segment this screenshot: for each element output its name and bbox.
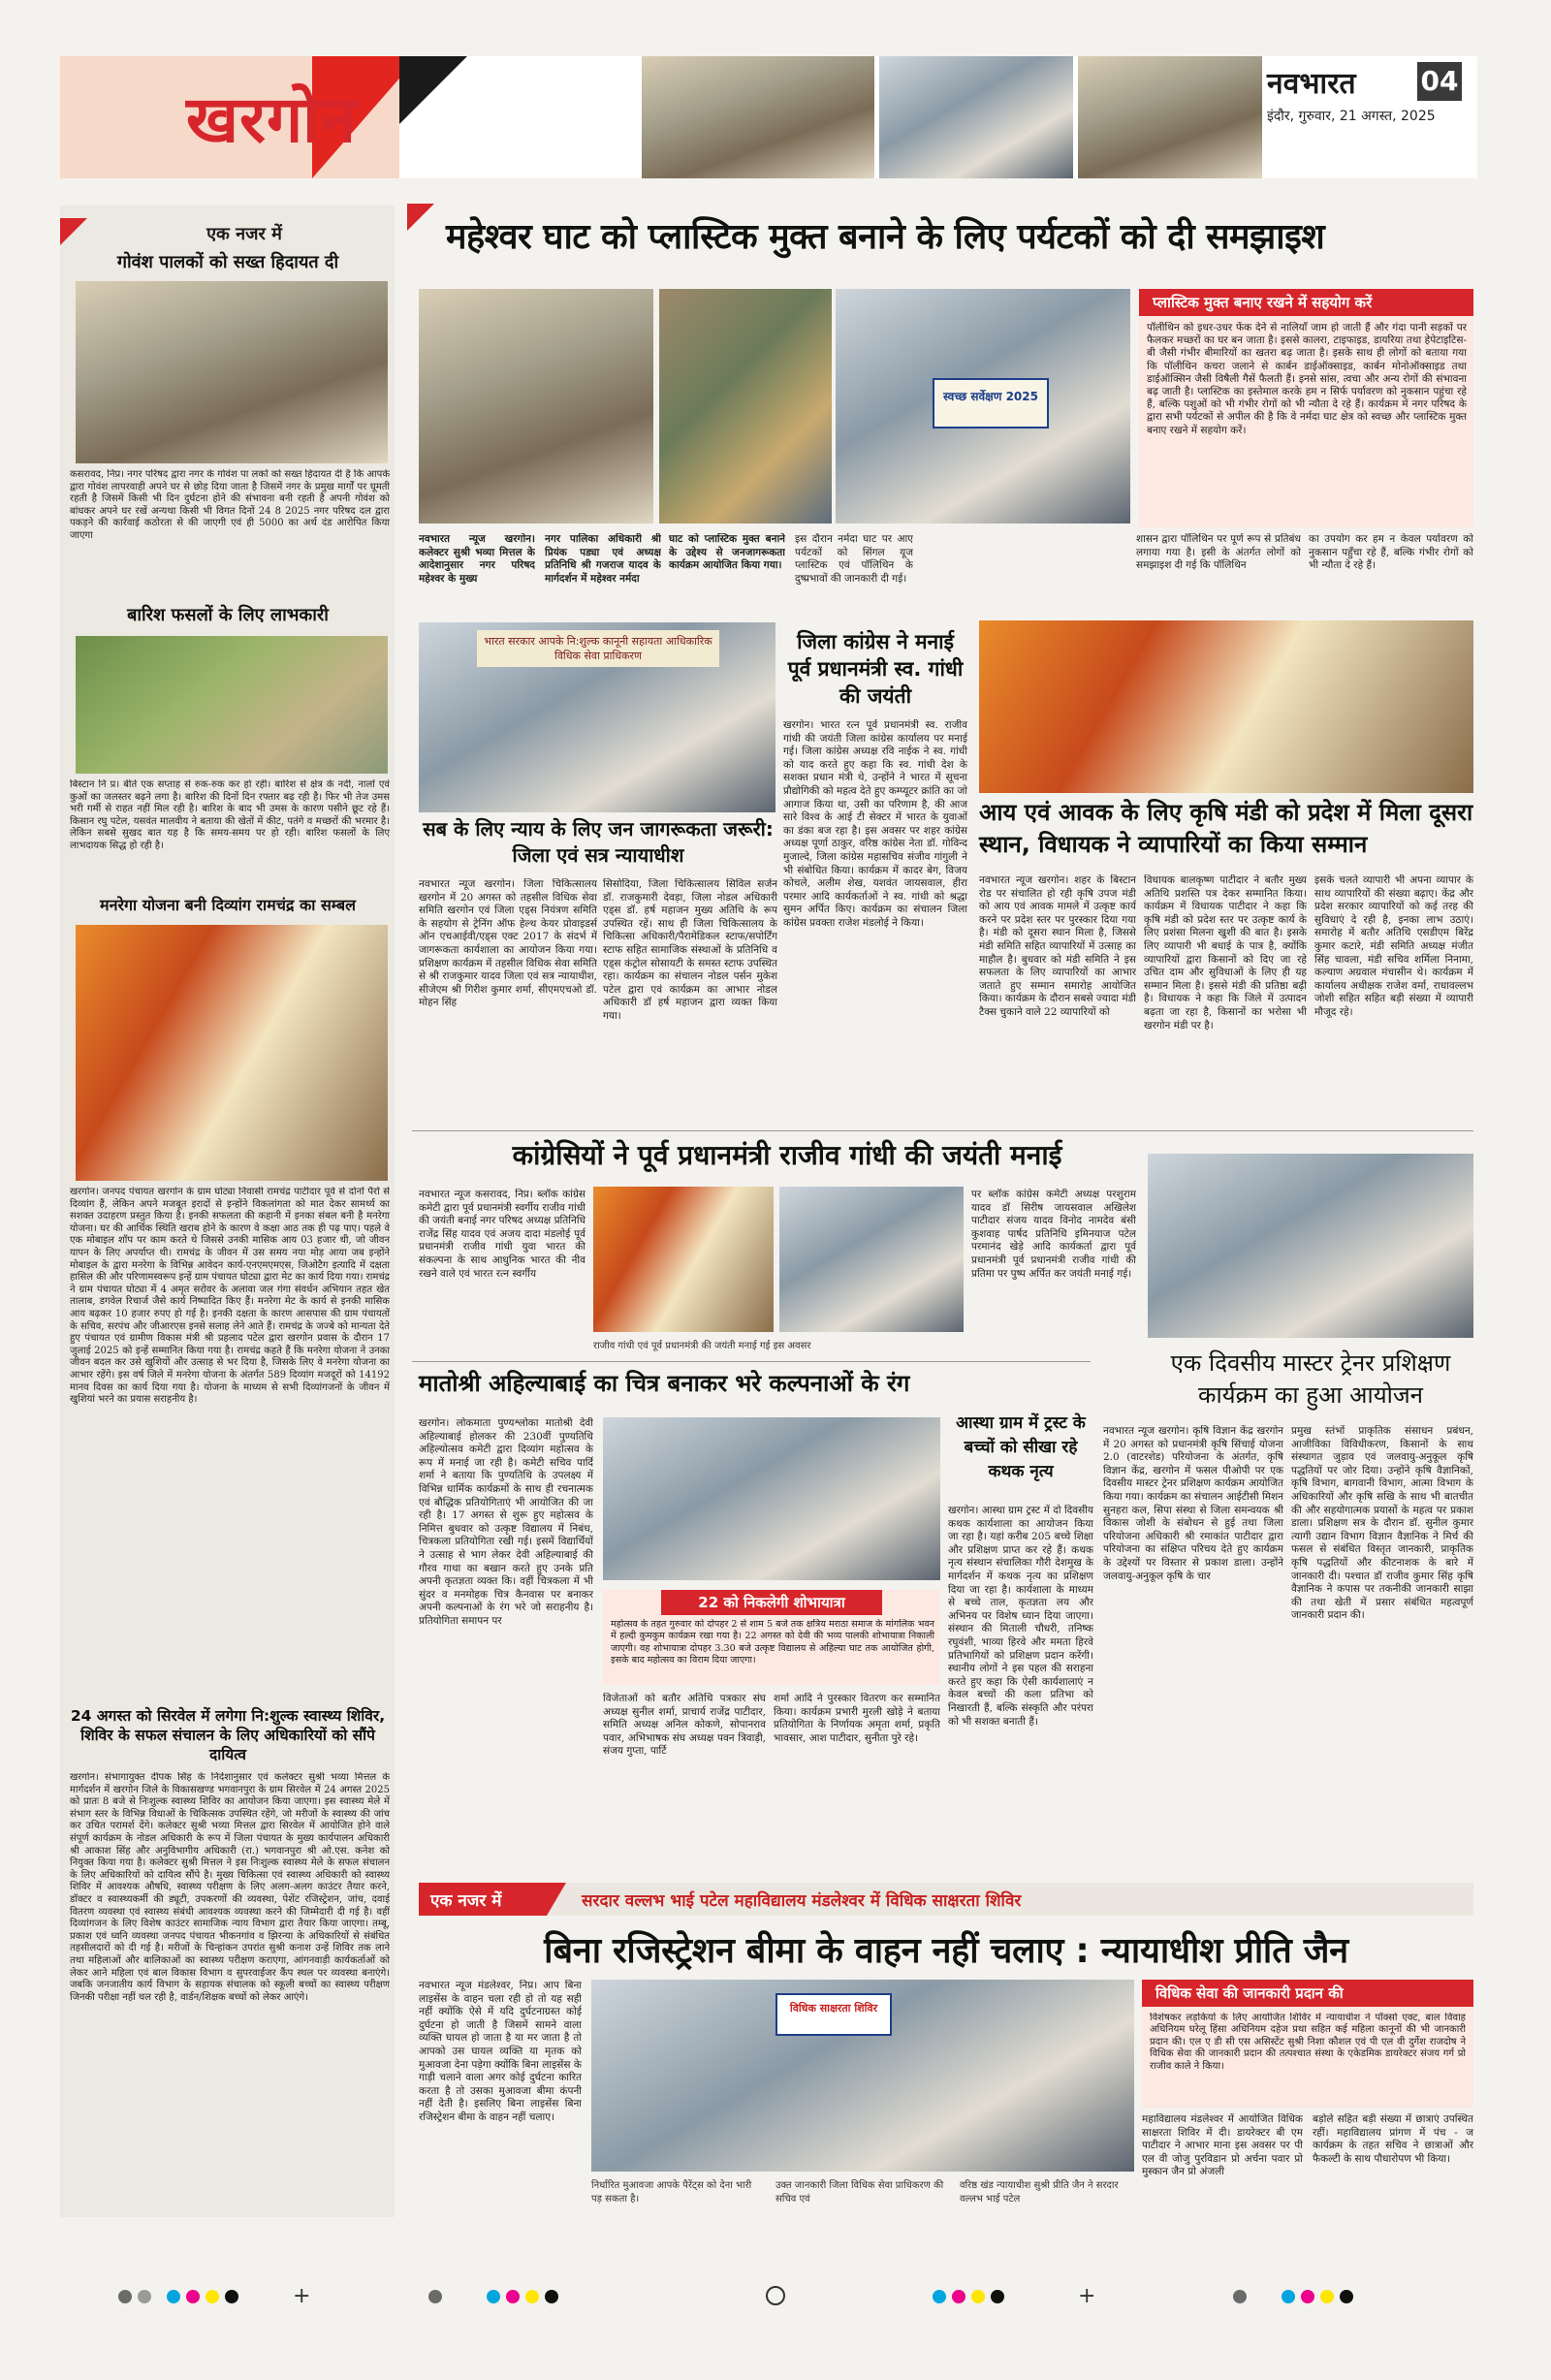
legal-headline: सब के लिए न्याय के लिए जन जागरूकता जरूरी: जिला एवं सत्र न्यायाधीश (423, 817, 774, 867)
legal-col1: नवभारत न्यूज खरगोन। जिला चिकित्सालय खरगोन में 20 अगस्त को तहसील विधिक सेवा समिति खरगोन एवं जिला एड्स नियंत्रण समिति के सहयोग से ट्रेनिंग ऑफ हेल्थ केयर प्रोवाइडर्स ऑन एचआईवी/एड्स एक्ट 2017 के संदर्भ में जागरूकता कार्यशाला का आयोजन किया गया। प्रशिक्षण कार्यक्रम में तहसील विधिक सेवा समिति से श्री राजकुमार यादव जिला एवं सत्र न्यायाधीश, सीजेएम श्री गिरीश कुमार शर्मा, सीएमएचओ डॉ. मोहन सिंह (419, 878, 597, 1009)
ahilya-headline: मातोश्री अहिल्याबाई का चित्र बनाकर भरे कल्पनाओं के रंग (419, 1370, 910, 1397)
paper-name: नवभारत (1267, 67, 1356, 101)
bottom-caption2: उक्त जानकारी जिला विधिक सेवा प्राधिकरण की सचिव एवं (776, 2180, 944, 2205)
legal-photo (419, 622, 776, 812)
bottom-caption3: वरिष्ठ खंड न्यायाधीश सुश्री प्रीति जैन ने सरदार वल्लभ भाई पटेल (960, 2180, 1119, 2205)
reg-dot (1320, 2290, 1334, 2303)
reg-dot (186, 2290, 200, 2303)
ahilya-box-text: महोत्सव के तहत गुरुवार को दोपहर 2 से शाम 5 बजे तक क्षत्रिय मराठा समाज के मांगलिक भवन में हल्दी कुमकुम कार्यक्रम रखा गया है। 22 अगस्त को देवी की भव्य पालकी शोभायात्रा निकाली जाएगी। वह शोभायात्रा दोपहर 3.30 बजे उत्कृष्ट विद्यालय से अहिल्या घाट तक आयोजित होगी, इसके बाद महोत्सव का विराम दिया जाएगा। (611, 1619, 934, 1666)
sidebar-story3-photo (76, 925, 388, 1181)
lead-triangle (407, 204, 434, 231)
reg-dot (428, 2290, 442, 2303)
section-title: खरगोन (186, 82, 357, 157)
sidebar-story1-title: गोवंश पालकों को सख्त हिदायत दी (116, 252, 339, 272)
ahilya-col2: विजेताओं को बतौर अतिथि पत्रकार संघ अध्यक्ष सुनील शर्मा, प्राचार्य राजेंद्र पाटीदार, समिति अध्यक्ष अनिल कोकणे, सोपानराव पवार, अभिभाषक संघ अध्यक्ष पवन त्रिवाड़ी, संजय गुप्ता, पार्टि (603, 1693, 766, 1758)
aastha-headline: आस्था ग्राम में ट्रस्ट के बच्चों को सीखा रहे कथक नृत्य (956, 1413, 1086, 1481)
register-target-icon (766, 2286, 785, 2305)
lead-headline: महेश्वर घाट को प्लास्टिक मुक्त बनाने के लिए पर्यटकों को दी समझाइश (446, 217, 1325, 257)
reg-dot (1282, 2290, 1295, 2303)
sidebar-story1-text: कसरावद, निप्र। नगर परिषद द्वारा नगर के गोवंश पा लकों को सख्त हिदायत दी है कि आपके द्वारा गोवंश लापरवाही अपने घर से छोड़ दिया जाता है जिसमें नगर के प्रमुख मार्गों पर घूमती रहती है जिसमें किसी भी दिन दुर्घटना होने की संभावना बनी रहती है अपनी गोवंश को बांधकर अपने घर रखें अन्यथा किसी भी विगत दिनों 24 8 2025 नगर परिषद दल द्वारा पकड़ने की कार्रवाई कठोरता से की जाएगी एवं ही 5000 का अर्थ दंड आरोपित किया जाएगा (70, 469, 390, 541)
bottom-box-col2: बड़ोले सहित बड़ी संख्या में छात्राएं उपस्थित रहीं। महाविद्यालय प्रांगण में पंच - ज कार्यक्रम के तहत सचिव ने छात्राओं और फैकल्टी के साथ पौधारोपण भी किया। (1313, 2113, 1473, 2165)
lead-col1: नवभारत न्यूज खरगोन। कलेक्टर सुश्री भव्या मित्तल के आदेशानुसार नगर परिषद महेश्वर के मुख्य (419, 533, 535, 585)
reg-dot (525, 2290, 539, 2303)
reg-dot (1301, 2290, 1314, 2303)
page-number: 04 (1417, 62, 1462, 101)
ahilya-box (603, 1590, 940, 1685)
sidebar-story4-text: खरगोन। संभागायुक्त दीपक सिंह के निर्देशानुसार एवं कलेक्टर सुश्री भव्या मित्तल के मार्गदर्शन में खरगोन जिले के विकासखण्ड भगवानपुरा के ग्राम सिरवेल में 24 अगस्त 2025 को प्रातः 8 बजे से निःशुल्क स्वास्थ्य शिविर का आयोजन किया जाएगा। इस स्वास्थ्य मेले में संभाग स्तर के विभिन्न विधाओं के चिकित्सक उपस्थित रहेंगे, जो मरीजों के स्वास्थ्य की जांच कर उचित परामर्श देंगे। कलेक्टर सुश्री भव्या मित्तल द्वारा सिरवेल में आयोजित होने वाले संपूर्ण कार्यक्रम के नोडल अधिकारी के रूप में जिला पंचायत के मुख्य कार्यपालन अधिकारी श्री आकाश सिंह और अनुविभागीय अधिकारी (रा.) भगवानपुरा श्री ओ.एस. कनेश को नियुक्त किया गया है। कलेक्टर सुश्री मित्तल ने इस निःशुल्क स्वास्थ्य मेले के सफल संचालन के लिए अधिकारियों को दायित्व सौंपे है। मुख्य चिकित्सा एवं स्वास्थ्य अधिकारी को स्वास्थ्य शिविर में आवश्यक औषधि, स्वास्थ्य परीक्षण के लिए अलग-अलग काउंटर तैयार करने, डॉक्टर व स्वास्थ्यकर्मी की ड्यूटी, उपकरणों की व्यवस्था, पेशेंट रजिस्ट्रेशन, जांच, दवाई वितरण व्यवस्था एवं स्वास्थ्य संबंधी आवश्यक व्यवस्था करने की जिम्मेदारी दी गई है। वहीं दिव्यांगजन के लिए विशेष काउंटर सामाजिक न्याय विभाग द्वारा तैयार किया जाएगा। तम्बू, प्रकाश एवं ध्वनि व्यवस्था जनपद पंचायत भीकनगांव व झिरन्या के अधिकारियों से संबंधित तहसीलदारों को दी गई है। मरीजों के चिन्हांकन उपरांत सुश्री कनाश उन्हें शिविर तक लाने तथा महिलाओं और बालिकाओं का स्वास्थ्य परीक्षण कराएगा, आंगनवाड़ी कार्यकर्ताओं को लेकर आने महिला एवं बाल विकास विभाग व सुपरवाईजर कैंप स्थल पर व्यवस्था बनाएंगे। जबकि जनजातीय कार्य विभाग के सहायक संचालक को स्कूली बच्चों का स्वास्थ्य परीक्षण जिनकी परीक्षा नहीं चल रही है, वार्डन/शिक्षक बच्चों को लेकर आएंगे। (70, 1772, 390, 2003)
congress2-photo1 (593, 1187, 774, 1332)
bottom-photo (591, 1980, 1134, 2172)
masthead-photo-fort (1078, 56, 1262, 178)
sidebar-story4-title: 24 अगस्त को सिरवेल में लगेगा नि:शुल्क स्वास्थ्य शिविर, शिविर के सफल संचालन के लिए अधिकारियों को सौंपे दायित्व (70, 1707, 386, 1763)
bottom-strip (419, 1883, 1473, 1916)
lead-box (1139, 289, 1473, 527)
sidebar-story3-text: खरगोन। जनपद पंचायत खरगोन के ग्राम घोट्या निवासी रामचंद्र पाटीदार पूर्व से दोनों पैरों से दिव्यांग हैं, लेकिन अपने मजबूत इरादों से इन्होंने विकलांगता को मात देकर सामर्थ्य का सशक्त उदाहरण प्रस्तुत किया है। इनकी सफलता की कहानी में इनका संबल बनी है मनरेगा योजना। घर की आर्थिक स्थिति खराब होने के कारण वे कक्षा आठ तक ही पढ़ पाए। पहले वे एक मोबाइल शॉप पर काम करते थे जिससे उनकी मासिक आय 03 हजार थी, जो जीवन यापन के लिए अपर्याप्त थी। रामचंद्र के जीवन में उस समय नया मोड़ आया जब इन्होंने मोबाइल के द्वारा मनरेगा के विभिन्न आवेदन कार्य-एनएमएमएस, जिओटैग इत्यादि में दक्षता हासिल की और परिणामस्वरूप इन्हें ग्राम पंचायत घोट्या द्वारा मेट का कार्य दिया गया। रामचंद्र ने ग्राम पंचायत घोट्या में 4 अमृत सरोवर के अलावा जल गंगा संवर्धन अभियान तहत खेत तालाब, डगवेल रिचार्ज जैसे कार्य निष्पादित किए हैं। मनरेगा मेट के कार्य से इनकी मासिक आय बढ़कर 10 हजार रुपए हो गई है। इनकी दक्षता के कारण आसपास की ग्राम पंचायतों के सचिव, सरपंच और जीआरएस इनसे सलाह लेने आते हैं। रामचंद्र के जज्बे को मान्यता देते हुए पंचायत एवं ग्रामीण विकास मंत्री श्री प्रहलाद पटेल द्वारा खरगोन प्रवास के दौरान 17 जुलाई 2025 को इन्हें सम्मानित किया गया है। रामचंद्र कहते हैं कि मनरेगा योजना ने उनका जीवन बदल कर उसे खुशियों और उत्साह से भर दिया है, जिसके लिए वे मनरेगा योजना का आभार रहेंगे। इस वर्ष जिले में मनरेगा योजना के अंतर्गत 589 दिव्यांग मजदूरों को 14192 मानव दिवस का कार्य दिया गया है। योजना के माध्यम से सभी दिव्यांगजनों के जीवन में खुशियां भरने का प्रयास सराहनीय है। (70, 1187, 390, 1406)
print-marks (60, 2284, 1477, 2311)
ahilya-photo (603, 1417, 940, 1580)
mandi-col1: नवभारत न्यूज खरगोन। शहर के बिस्टान रोड पर संचालित हो रही कृषि उपज मंडी को आय एवं आवक मामले में उत्कृष्ट कार्य करने पर प्रदेश स्तर पर पुरस्कार दिया गया है। मंडी को दूसरा स्थान मिला है, जिससे मंडी समिति सहित व्यापारियों में उत्साह का माहौल है। बुधवार को मंडी समिति ने इस सफलता के लिए व्यापारियों का आभार जताते हुए सम्मान समारोह आयोजित किया। कार्यक्रम के दौरान सबसे ज्यादा मंडी टैक्स चुकाने वाले 22 व्यापारियों को (979, 874, 1136, 1018)
bottom-tag: एक नजर में (419, 1883, 547, 1916)
reg-dot (933, 2290, 946, 2303)
mandi-col3: इसके चलते व्यापारी भी अपना व्यापार के साथ व्यापारियों की संख्या बढ़ाए। केंद्र और प्रदेश सरकार व्यापारियों को कई तरह की सुविधाएं दे रही है, इनका लाभ उठाएं। समारोह में बतौर अतिथि एसडीएम बिरेंद्र कुमार कटारे, मंडी समिति अध्यक्ष मंजीत सिंह चावला, मंडी सचिव शर्मिला निनामा, कल्याण अग्रवाल मंचासीन थे। कार्यक्रम में कार्यालय अधीक्षक राजेश वर्मा, राधावल्लभ जोशी सहित सहित बड़ी संख्या में व्यापारी मौजूद रहे। (1314, 874, 1473, 1018)
congress2-col3: पर ब्लॉक कांग्रेस कमेटी अध्यक्ष परशुराम यादव डॉ सिरीष जायसवाल अखिलेश पाटीदार संजय यादव विनोद नामदेव बंसी कुशवाह पार्षद प्रतिनिधि इमिनयाज पटेल परमानंद खेड़े आदि कार्यकर्ता द्वारा पूर्व प्रधानमंत्री पूर्व प्रधानमंत्री राजीव गांधी की प्रतिमा पर पुष्प अर्पित कर जयंती मनाई गई। (971, 1189, 1136, 1280)
bottom-caption1: निर्धारित मुआवजा आपके पैरेंट्स को देना भारी पड़ सकता है। (591, 2180, 752, 2205)
masthead-photo-ghat (642, 56, 874, 178)
ahilya-box-title: 22 को निकलेगी शोभायात्रा (661, 1590, 882, 1615)
bottom-headline: बिना रजिस्ट्रेशन बीमा के वाहन नहीं चलाए : न्यायाधीश प्रीति जैन (544, 1931, 1348, 1971)
lead-photo-group (836, 289, 1130, 524)
trainer-photo (1148, 1154, 1473, 1338)
lead-photo-steps (659, 289, 832, 524)
bottom-box (1142, 1980, 1473, 2108)
congress2-photo2 (779, 1187, 964, 1332)
mandi-photo (979, 620, 1473, 793)
congress2-col1: नवभारत न्यूज कसरावद, निप्र। ब्लॉक कांग्रेस कमेटी द्वारा पूर्व प्रधानमंत्री स्वर्गीय राजीव गांधी की जयंती बनाई नगर परिषद अध्यक्ष प्रतिनिधि राजेंद्र सिंह यादव एवं अजय दादा मंडलोई पूर्व प्रधानमंत्री राजीव गांधी युवा भारत की संकल्पना के साथ आधुनिक भारत की नीव रखने वाले एवं भारत रत्न स्वर्गीय (419, 1189, 586, 1280)
reg-dot (1233, 2290, 1247, 2303)
reg-dot (506, 2290, 520, 2303)
crosshair-icon: + (293, 2284, 311, 2308)
lead-col4: इस दौरान नर्मदा घाट पर आए पर्यटकों को सिंगल यूज प्लास्टिक एवं पॉलिथिन के दुष्प्रभावों की जानकारी दी गई। (795, 533, 913, 585)
sidebar-story2-photo (76, 636, 388, 774)
aastha-text: खरगोन। आस्था ग्राम ट्रस्ट में दो दिवसीय कथक कार्यशाला का आयोजन किया जा रहा है। यहां करीब 205 बच्चे शिक्षा और प्रशिक्षण प्राप्त कर रहे हैं। कथक नृत्य संस्थान संचालिका गौरी देशमुख के मार्गदर्शन में कथक नृत्य का प्रशिक्षण दिया जा रहा है। कार्यशाला के माध्यम से बच्चे ताल, कृतज्ञता लय और अभिनय पर विशेष ध्यान दिया जाएगा। संस्थान की मिताली चौधरी, तनिष्क रघुवंशी, भाव्या हिरवे और ममता हिरवे प्रतिभागियों को प्रशिक्षण प्रदान करेंगी। स्थानीय लोगों ने इस पहल की सराहना करते हुए कहा कि ऐसी कार्यशालाएं न केवल बच्चों की कला प्रतिभा को निखारती हैं, बल्कि संस्कृति और परंपरा को भी सशक्त बनाती हैं। (948, 1505, 1093, 1728)
mandi-headline: आय एवं आवक के लिए कृषि मंडी को प्रदेश में मिला दूसरा स्थान, विधायक ने व्यापारियों का किया सम्मान (979, 799, 1473, 858)
lead-col2: नगर पालिका अधिकारी श्री प्रियंक पड्या एवं अध्यक्ष प्रतिनिधि श्री गजराज यादव के मार्गदर्शन में महेश्वर नर्मदा (545, 533, 661, 585)
masthead-photo-temple (879, 56, 1073, 178)
sidebar-story1-photo (76, 281, 388, 463)
lead-col5: शासन द्वारा पॉलिथिन पर पूर्ण रूप से प्रतिबंध लगाया गया है। इसी के अंतर्गत लोगों को समझाइश दी गई कि पॉलिथिन (1136, 533, 1301, 572)
legal-col2: सिसोदिया, जिला चिकित्सालय सिविल सर्जन डॉ. राजकुमारी देवड़ा, जिला नोडल अधिकारी एड्स डॉ. हर्ष महाजन मुख्य अतिथि के रूप उपस्थित रहें। साथ ही जिला चिकित्सालय के चिकित्सा अधिकारी/पैरामेडिकल स्टाफ/सपोर्टिंग स्टाफ सहित सामाजिक संस्थाओं के प्रतिनिधि व एड्स कंट्रोल सोसायटी के समस्त स्टाफ उपस्थित रहा। कार्यक्रम का संचालन नोडल पर्सन मुकेश पटेल द्वारा एवं कार्यक्रम का आभार नोडल अधिकारी डॉ हर्ष महाजन द्वारा व्यक्त किया गया। (603, 878, 777, 1022)
masthead (60, 56, 1477, 178)
reg-dot (1340, 2290, 1353, 2303)
congress2-caption: राजीव गांधी एवं पूर्व प्रधानमंत्री की जयंती मनाई गई इस अवसर (593, 1341, 811, 1351)
sidebar-story2-text: बिस्टान नि प्र। बीते एक सप्ताह से रुक-रुक कर हो रही। बारिश से क्षेत्र के नदी, नालों एवं कुओं का जलस्तर बढ़ने लगा है। बारिश की दिनों दिन रफ्तार बढ़ रही है। फिर भी तेज उमस भरी गर्मी से राहत नहीं मिल रही है। बारिश के बाद भी उमस के कारण पसीने छूट रहे हैं। किसान रघु पटेल, यसवंत मालवीय ने बताया की खेतों में कीट, पतंगे व मच्छरों की भरमार है। लेकिन सबसे सुखद बात यह है कि समय-समय पर हो रही। बारिश फसलों के लिए लाभदायक सिद्ध हो रही है। (70, 779, 390, 851)
sidebar-story2-title: बारिश फसलों के लिए लाभकारी (127, 605, 329, 625)
bottom-box-text: विशेषकर लड़कियों के लिए आयोजित शिविर में न्यायाधीश ने पॉक्सो एक्ट, बाल विवाह अधिनियम घरेलू हिंसा अधिनियम दहेज प्रथा सहित कई महिला कानूनों की भी जानकारी प्रदान की। एल ए डी सी एस असिस्टेंट सुश्री निशा कौशल एवं पी एल वी दुर्गेश राजदोष ने विधिक सेवा की जानकारी प्रदान की तत्पश्चात संस्था के एकेडमिक डायरेक्टर संजय गर्ग प्रो राजीव काले ने किया। (1150, 2013, 1466, 2072)
trainer-col2: प्रमुख स्तंभों प्राकृतिक संसाधन प्रबंधन, आजीविका विविधीकरण, किसानों के साथ संस्थागत जुड़ाव एवं जलवायु-अनुकूल कृषि पद्धतियों पर जोर दिया। उन्होंने कृषि वैज्ञानिकों, कृषि विभाग, बागवानी विभाग, आत्मा विभाग के अधिकारियों और कृषि सखि के साथ भी बातचीत की और सहयोगात्मक प्रयासों के महत्व पर प्रकाश डाला। प्रशिक्षण सत्र के दौरान डॉ. सुनील कुमार त्यागी उद्यान विभाग विज्ञान वैज्ञानिक ने मिर्च की फसल से संबंधित विस्तृत जानकारी, प्राकृतिक कृषि पद्धतियों और कीटनाशक के बारे में जानकारी दी। पश्चात डॉ राजीव कुमार सिंह कृषि वैज्ञानिक ने कपास पर तकनीकी जानकारी साझा की तथा खेती में प्रसार संबंधित महत्वपूर्ण जानकारी प्रदान की। (1291, 1425, 1473, 1622)
bottom-box-col1: महाविद्यालय मंडलेश्वर में आयोजित विधिक साक्षरता शिविर में दी। डायरेक्टर बी एम पाटीदार ने आभार माना इस अवसर पर पी एल वी जोजु पुरविडान प्रो अर्चना पवार प्रो मुस्कान जैन प्रो अंजली (1142, 2113, 1303, 2178)
congress2-headline: कांग्रेसियों ने पूर्व प्रधानमंत्री राजीव गांधी की जयंती मनाई (512, 1139, 1062, 1171)
trainer-headline: एक दिवसीय मास्टर ट्रेनर प्रशिक्षण कार्यक्रम का हुआ आयोजन (1170, 1349, 1451, 1409)
ahilya-col3: शर्मा आदि ने पुरस्कार वितरण कर सम्मानित किया। कार्यक्रम प्रभारी मुरली खोड़े ने बताया प्रतियोगिता के निर्णायक अमृता शर्मा, प्रकृति भावसार, आश पाटीदार, सुनीता पुरे रहे। (774, 1693, 940, 1744)
bottom-strip-text: सरदार वल्लभ भाई पटेल महाविद्यालय मंडलेश्वर में विधिक साक्षरता शिविर (582, 1891, 1022, 1911)
congress1-text: खरगोन। भारत रत्न पूर्व प्रधानमंत्री स्व. राजीव गांधी की जयंती जिला कांग्रेस कार्यालय पर मनाई गई। जिला कांग्रेस अध्यक्ष रवि नाईक ने स्व. गांधी को याद करते हुए कहा कि स्व. गांधी देश के सशक्त प्रधान मंत्री थे, उन्होंने ने भारत में सूचना प्रौद्योगिकी को महत्व देते हुए कम्प्यूटर क्रांति का जो आगाज किया था, उसी का परिणाम है, की आज सारे विश्व के आई टी सेक्टर में भारत के युवाओं का डंका बज रहा है। इस अवसर पर शहर कांग्रेस अध्यक्ष पूर्णा ठाकुर, वरिष्ठ कांग्रेस नेता डॉ. गोविन्द मुजाल्दे, जिला कांग्रेस महासचिव संजीव गांगुली ने भी संबोधित किया। कार्यक्रम में कादर बेग, विजय कोचले, अलीम शेख, यशवंत जायसवाल, हीरा परमार आदि कार्यकर्ताओं ने स्व. गांधी को श्रद्धा सुमन अर्पित किए। कार्यक्रम का संचालन जिला कांग्रेस प्रवक्ता राजेश मंडलोई ने किया। (783, 719, 967, 929)
bottom-box-title: विधिक सेवा की जानकारी प्रदान की (1142, 1980, 1473, 2007)
reg-dot (487, 2290, 500, 2303)
reg-dot (991, 2290, 1004, 2303)
reg-dot (206, 2290, 219, 2303)
sidebar-story3-title: मनरेगा योजना बनी दिव्यांग रामचंद्र का सम्बल (100, 896, 356, 914)
mandi-col2: विधायक बालकृष्ण पाटीदार ने बतौर मुख्य अतिथि प्रशस्ति पत्र देकर सम्मानित किया। कार्यक्रम में विधायक पाटीदार ने कहा कि कृषि मंडी को प्रदेश स्तर पर उत्कृष्ट कार्य के लिए प्रशंसा मिलना खुशी की बात है। इसके लिए व्यापारी भी बधाई के पात्र है, क्योंकि व्यापारियों द्वारा किसानों को दिए जा रहे उचित दाम और सुविधाओं के लिए ही यह सम्मान मिला है। इससे मंडी की प्रतिष्ठा बढ़ी है। विधायक ने कहा कि जिले में उत्पादन बढ़ता जा रहा है, किसानों का भरोसा भी खरगोन मंडी पर है। (1144, 874, 1307, 1031)
reg-dot (545, 2290, 558, 2303)
lead-photo-banner: स्वच्छ सर्वेक्षण 2025 (933, 378, 1049, 428)
crosshair-icon: + (1078, 2284, 1096, 2308)
lead-col6: का उपयोग कर हम न केवल पर्यावरण को नुकसान पहुँचा रहे हैं, बल्कि गंभीर रोगों को भी न्यौता दे रहे हैं। (1309, 533, 1473, 572)
reg-dot (167, 2290, 180, 2303)
lead-box-title: प्लास्टिक मुक्त बनाए रखने में सहयोग करें (1139, 289, 1473, 316)
bottom-photo-banner: विधिक साक्षरता शिविर (776, 1993, 892, 2036)
reg-dot (118, 2290, 132, 2303)
legal-banner: भारत सरकार आपके नि:शुल्क कानूनी सहायता आधिकारिक विधिक सेवा प्राधिकरण (477, 630, 719, 667)
lead-col3: घाट को प्लास्टिक मुक्त बनाने के उद्देश्य से जनजागरूकता कार्यक्रम आयोजित किया गया। (669, 533, 785, 572)
reg-dot (971, 2290, 985, 2303)
congress1-headline: जिला कांग्रेस ने मनाई पूर्व प्रधानमंत्री स्व. गांधी की जयंती (787, 630, 964, 708)
dateline: इंदौर, गुरुवार, 21 अगस्त, 2025 (1267, 109, 1436, 124)
reg-dot (138, 2290, 151, 2303)
lead-box-text: पॉलीथिन को इधर-उधर फेंक देने से नालियाँ जाम हो जाती हैं और गंदा पानी सड़कों पर फैलकर मच्छरों का घर बन जाता है। इससे कालरा, टाइफाइड, डायरिया तथा हेपेटाइटिस-बी जैसी गंभीर बीमारियों का खतरा बढ़ जाता है। इसके साथ ही लोगों को बताया गया कि पॉलीथिन कचरा जलाने से कार्बन डाईऑक्साइड, कार्बन मोनोऑक्साइड तथा डाईऑक्सिन जैसी विषैली गैसें फैलती हैं। इनसे सांस, त्वचा और अन्य रोगों की संभावना बढ़ जाती है। प्लास्टिक का इस्तेमाल करके हम न सिर्फ पर्यावरण को नुकसान पहुंचा रहे हैं, बल्कि पशुओं को भी गंभीर रोगों को भी न्यौता दे रहे हैं। कार्यक्रम में नगर परिषद के द्वारा सभी पर्यटकों से अपील की है कि वे नर्मदा घाट क्षेत्र को स्वच्छ और प्लास्टिक मुक्त बनाए रखने में सहयोग करें। (1147, 322, 1467, 436)
section-title-block (60, 56, 399, 178)
lead-photo-cleanup (419, 289, 653, 524)
reg-dot (952, 2290, 965, 2303)
bottom-col1: नवभारत न्यूज मंडलेश्वर, निप्र। आप बिना लाइसेंस के वाहन चला रही हो तो यह सही नहीं क्योंकि ऐसे में यदि दुर्घटनाग्रस्त कोई दुर्घटना हो जाती है जिसमें सामने वाला व्यक्ति घायल हो जाता है या मर जाता है तो आपको उस घायल व्यक्ति या मृतक को मुआवजा देना पड़ेगा क्योंकि बिना लाइसेंस के गाड़ी चलाने वाला अगर कोई दुर्घटना कारित करता है तो उसका मुआवजा बीमा कंपनी नहीं देती है। इसलिए बिना लाइसेंस बिना रजिस्ट्रेशन बीमा के वाहन नहीं चलाए। (419, 1980, 582, 2123)
sidebar-tag: एक नजर में (60, 218, 395, 245)
ahilya-col1: खरगोन। लोकमाता पुण्यश्लोका मातोश्री देवी अहिल्याबाई होलकर की 230वीं पुण्यतिथि अहिल्योत्सव कमेटी द्वारा दिव्यांग महोत्सव के रूप में मनाई जा रही है। कमेटी सचिव पार्दि शर्मा ने बताया कि पुण्यतिथि के उपलक्ष्य में विभिन्न धार्मिक कार्यक्रमों के साथ ही रचनात्मक एवं बौद्धिक प्रतियोगिताएं भी आयोजित की जा रही है। 17 अगस्त से शुरू हुए महोत्सव के निमित्त बुधवार को उत्कृष्ट विद्यालय में निबंध, चित्रकला प्रतियोगिता रखी गई। इसमें विद्यार्थियों ने उत्साह से भाग लेकर देवी अहिल्याबाई की गौरव गाथा का बखान करते हुए उनके प्रति अपनी कृतज्ञता व्यक्त कि। वहीं चित्रकला में भी सुंदर व मनमोहक चित्र कैनवास पर बनाकर अपनी कल्पनाओं के रंग भरे जो सराहनीय है। प्रतियोगिता समापन पर (419, 1417, 593, 1627)
trainer-col1: नवभारत न्यूज खरगोन। कृषि विज्ञान केंद्र खरगोन में 20 अगस्त को प्रधानमंत्री कृषि सिंचाई योजना 2.0 (वाटरशेड) परियोजना के अंतर्गत, कृषि विज्ञान केंद्र, खरगोन में फसल पीओपी पर एक दिवसीय मास्टर ट्रेनर प्रशिक्षण कार्यक्रम आयोजित किया गया। कार्यक्रम का संचालन आईटीसी मिशन सुनहरा कल, सिपा संस्था से जिला समन्वयक श्री विकास जोशी के संबोधन से हुई तथा जिला परियोजना अधिकारी श्री रमाकांत पाटीदार द्वारा परियोजना का संक्षिप्त परिचय देते हुए कार्यक्रम के उद्देश्यों पर विस्तार से प्रकाश डाला। उन्होंने जलवायु-अनुकूल कृषि के चार (1103, 1425, 1283, 1582)
reg-dot (225, 2290, 238, 2303)
corner-triangle (399, 56, 467, 124)
